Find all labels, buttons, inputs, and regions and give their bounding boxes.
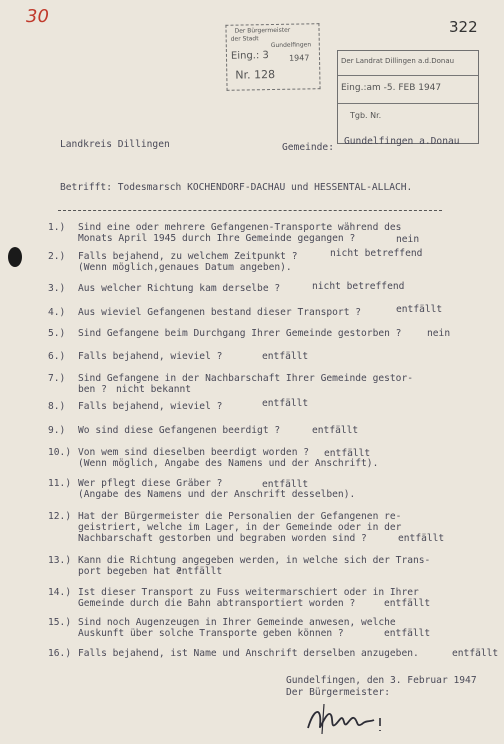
pencil-mark: 30 [26,6,49,27]
stamp-left-eing: Eing.: 3 [230,50,269,62]
question-number: 9.) [48,425,66,436]
stamp-left-line1: Der Bürgermeister [234,26,291,35]
question-answer: nein [396,234,420,245]
dashed-separator [58,210,442,211]
question-answer: entfällt [396,304,443,315]
punch-hole [8,247,22,267]
question-text: (Angabe des Namens und der Anschrift desselben). [78,489,356,500]
question-answer: entfällt [262,398,309,409]
question-text: Aus wieviel Gefangenen bestand dieser Transport ? [78,307,362,318]
question-number: 7.) [48,373,66,384]
question-text: Auskunft über solche Transporte geben können ? [78,628,344,639]
landkreis-label: Landkreis Dillingen [60,139,170,150]
question-text: Von wem sind dieselben beerdigt worden ? [78,447,310,458]
question-answer: nein [427,328,451,339]
question-number: 15.) [48,617,72,628]
page-number: 322 [449,18,478,36]
question-number: 16.) [48,648,72,659]
question-number: 2.) [48,251,66,262]
question-answer: entfällt [384,628,431,639]
question-number: 6.) [48,351,66,362]
question-text: ben ? [78,384,107,395]
question-text: geistriert, welche im Lager, in der Gemeinde oder in der [78,522,402,533]
question-answer: entfällt [384,598,431,609]
stamp-left-line2: der Stadt [230,35,259,43]
question-text: (Wenn möglich,genaues Datum angeben). [78,262,292,273]
question-text: Gemeinde durch die Bahn abtransportiert worden ? [78,598,356,609]
question-number: 14.) [48,587,72,598]
question-answer: nicht betreffend [312,281,405,292]
question-number: 5.) [48,328,66,339]
question-answer: entfällt [452,648,499,659]
question-number: 8.) [48,401,66,412]
question-answer: nicht bekannt [116,384,192,395]
stamp-right-tgb: Tgb. Nr. [350,111,382,120]
question-number: 13.) [48,555,72,566]
handwritten-signature [300,702,400,738]
question-text: port begeben hat ? [78,566,182,577]
question-text: Kann die Richtung angegeben werden, in welche sich der Trans- [78,555,431,566]
footer-date: Gundelfingen, den 3. Februar 1947 [286,675,477,686]
question-text: Wer pflegt diese Gräber ? [78,478,223,489]
stamp-left-year: 1947 [288,53,310,63]
question-number: 11.) [48,478,72,489]
gemeinde-label: Gemeinde: [282,142,334,153]
receipt-stamp-right [337,50,479,144]
question-text: Nachbarschaft gestorben und begraben worden sind ? [78,533,367,544]
gemeinde-value: Gundelfingen a.Donau [344,136,460,147]
question-answer: nicht betreffend [330,248,423,259]
question-text: Falls bejahend, zu welchem Zeitpunkt ? [78,251,298,262]
question-text: Sind eine oder mehrere Gefangenen-Transporte während des [78,222,402,233]
question-text: Sind Gefangene in der Nachbarschaft Ihrer Gemeinde gestor- [78,373,414,384]
receipt-stamp-left [225,23,320,91]
question-answer: entfällt [176,566,223,577]
stamp-left-nr: Nr. 128 [235,67,276,82]
stamp-right-eing: Eing.:am -5. FEB 1947 [341,83,442,93]
question-text: Aus welcher Richtung kam derselbe ? [78,283,281,294]
footer-signer: Der Bürgermeister: [286,687,390,698]
question-text: Sind noch Augenzeugen in Ihrer Gemeinde anwesen, welche [78,617,396,628]
question-text: (Wenn möglich, Angabe des Namens und der Anschrift). [78,458,379,469]
question-text: Monats April 1945 durch Ihre Gemeinde gegangen ? [78,233,356,244]
question-answer: entfällt [312,425,359,436]
question-answer: entfällt [398,533,445,544]
question-number: 12.) [48,511,72,522]
question-answer: entfällt [324,448,371,459]
question-text: Ist dieser Transport zu Fuss weitermarschiert oder in Ihrer [78,587,419,598]
question-number: 3.) [48,283,66,294]
question-text: Sind Gefangene beim Durchgang Ihrer Gemeinde gestorben ? [78,328,402,339]
question-text: Falls bejahend, ist Name und Anschrift derselben anzugeben. [78,648,419,659]
question-answer: entfällt [262,479,309,490]
question-text: Falls bejahend, wieviel ? [78,351,223,362]
stamp-right-title: Der Landrat Dillingen a.d.Donau [341,57,455,65]
betrifft-line: Betrifft: Todesmarsch KOCHENDORF-DACHAU und HESSENTAL-ALLACH. [60,182,413,193]
question-number: 10.) [48,447,72,458]
question-text: Wo sind diese Gefangenen beerdigt ? [78,425,281,436]
question-number: 4.) [48,307,66,318]
question-answer: entfällt [262,351,309,362]
stamp-left-line3: Gundelfingen [270,41,312,50]
question-text: Falls bejahend, wieviel ? [78,401,223,412]
question-text: Hat der Bürgermeister die Personalien der Gefangenen re- [78,511,402,522]
question-number: 1.) [48,222,66,233]
